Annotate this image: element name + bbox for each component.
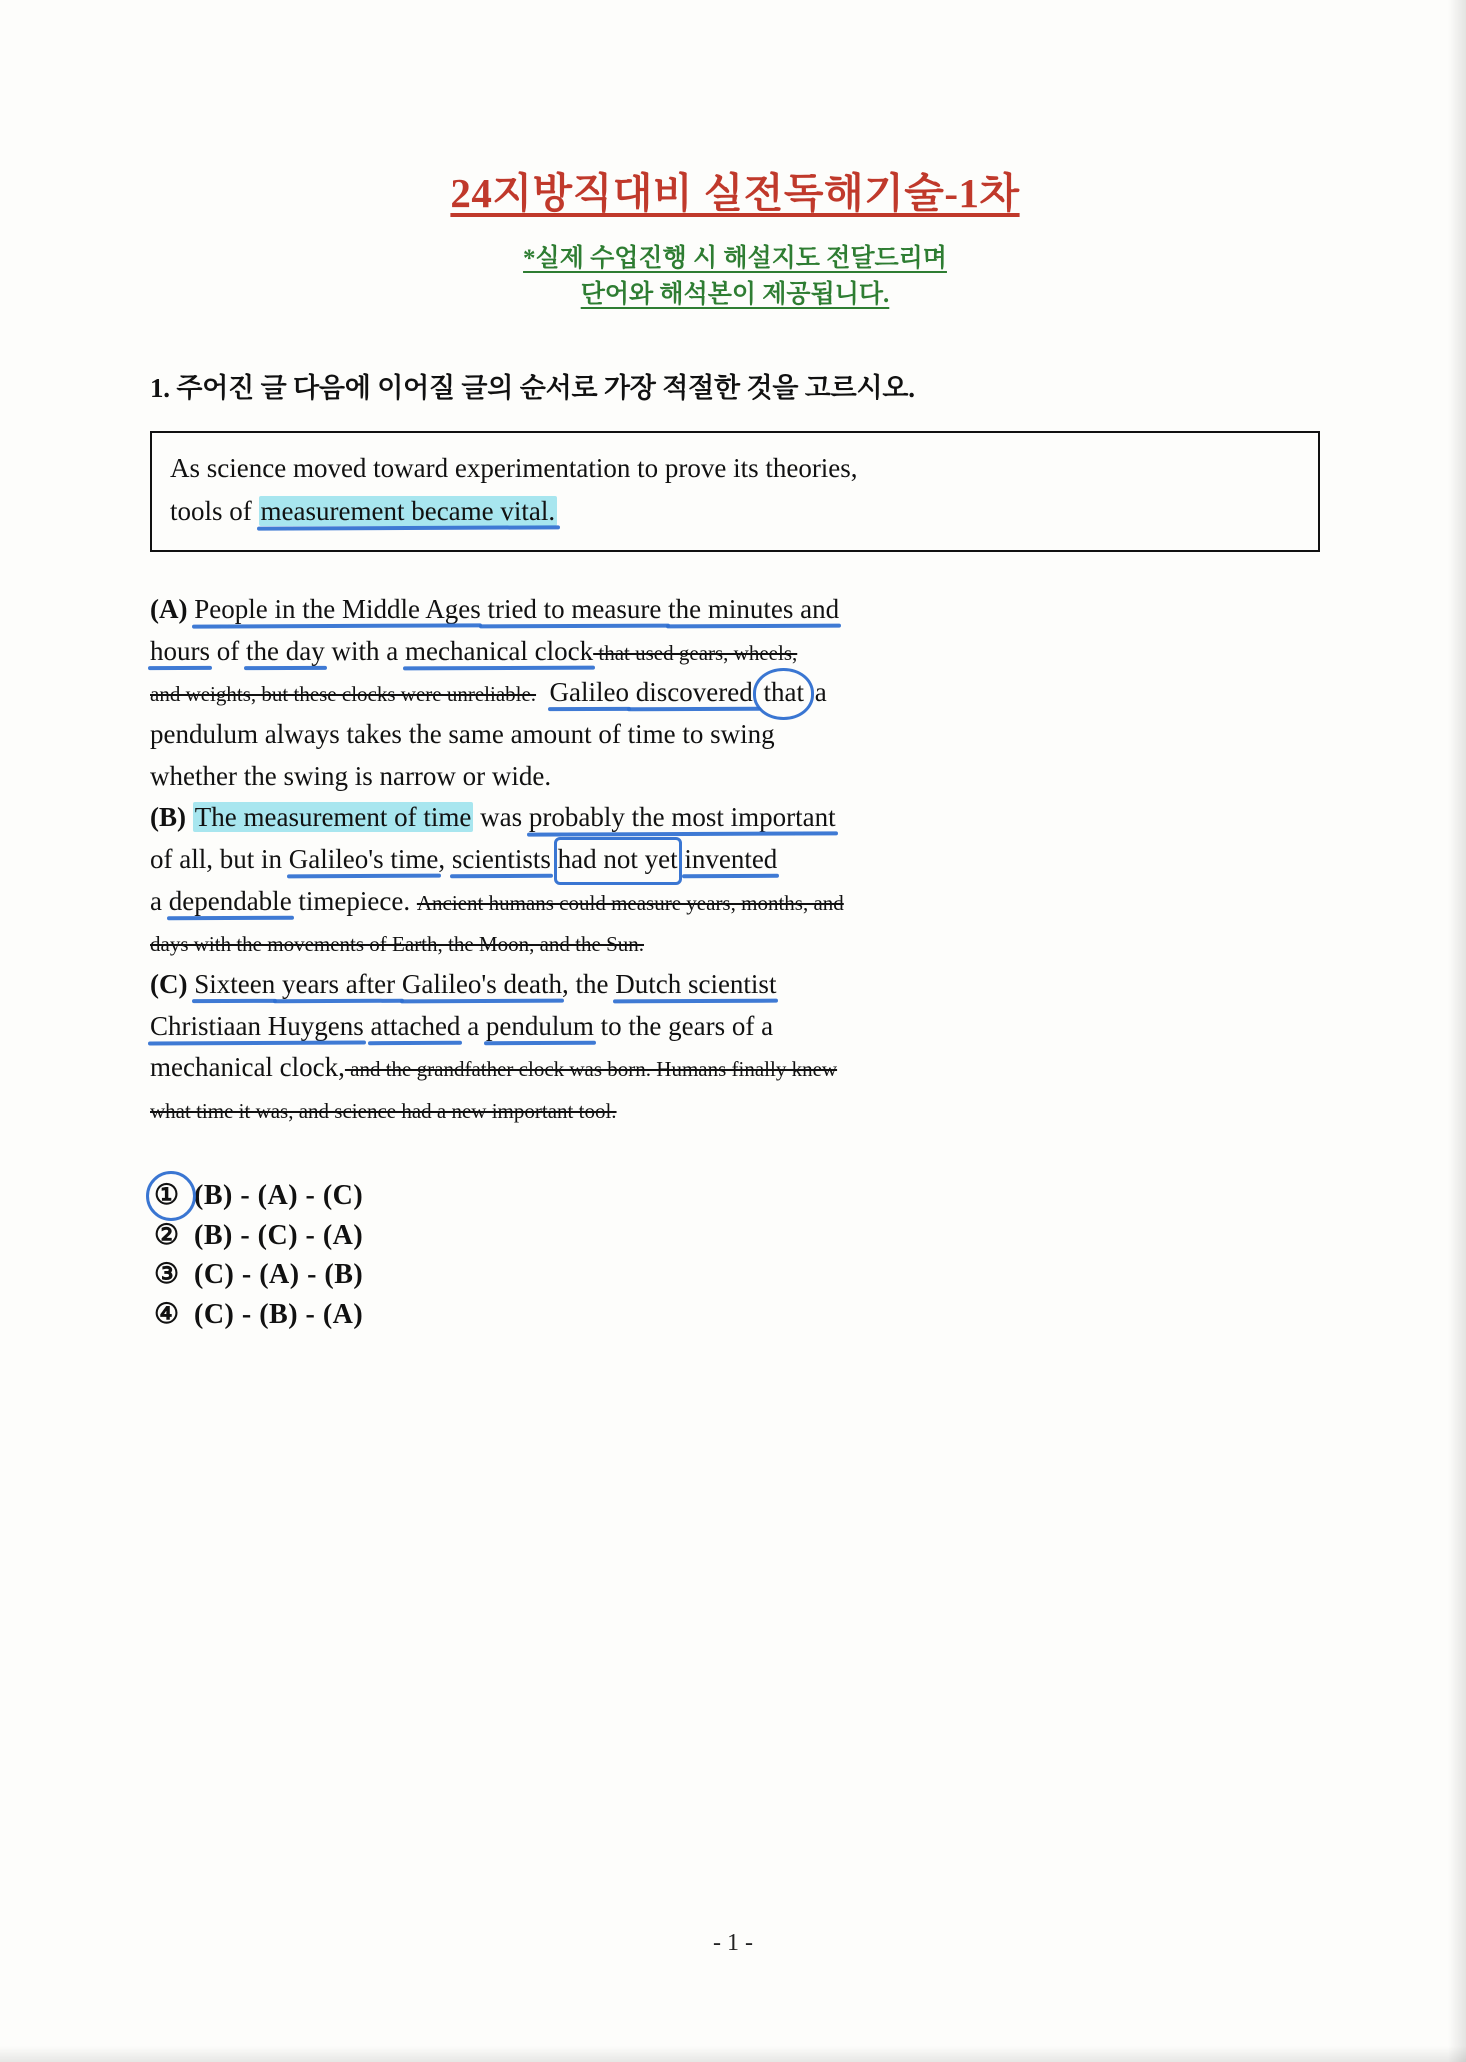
paragraph-c-line-2 <box>150 1007 1320 1047</box>
document-content <box>150 160 1320 1335</box>
paragraph-c-text-a: a <box>460 1010 486 1041</box>
paragraph-a-label: (A) <box>150 593 188 624</box>
paragraph-a-text-with-a: with a <box>324 635 405 666</box>
page-number: - 1 - <box>713 1930 753 1956</box>
answer-choice-2[interactable] <box>150 1216 1320 1256</box>
paragraph-c-text-gears: to the gears of a <box>593 1010 774 1041</box>
choice-2-text: (B) - (C) - (A) <box>194 1219 364 1251</box>
answer-choice-1[interactable] <box>150 1176 1320 1216</box>
page-edge-shadow-right <box>1448 0 1466 2062</box>
underline-hours: hours <box>150 635 210 666</box>
paragraph-c-label: (C) <box>150 969 188 1000</box>
underline-probably-most-important: probably the most important <box>528 802 836 833</box>
underline-christiaan-huygens: Christiaan Huygens <box>150 1010 364 1041</box>
passage-line-2 <box>170 492 1300 532</box>
underline-galileos-death: Galileo's death <box>401 969 562 1000</box>
paragraph-a-line-4: pendulum always takes the same amount of time to swing <box>150 718 775 749</box>
paragraph-b-comma: , <box>438 844 452 874</box>
choice-4-number: ④ <box>154 1299 180 1331</box>
underline-mechanical-clock: mechanical clock <box>404 635 594 666</box>
document-title: 24지방직대비 실전독해기술-1차 <box>450 170 1020 216</box>
choice-1-text: (B) - (A) - (C) <box>194 1179 364 1211</box>
paragraph-b-line-3 <box>150 882 1320 922</box>
underline-people-middle-ages: People in the Middle Ages <box>194 593 481 624</box>
passage-box <box>150 431 1320 552</box>
strikethrough-a-1: that used gears, wheels, <box>593 640 798 665</box>
strikethrough-c-2: what time it was, and science had a new important tool. <box>150 1099 617 1124</box>
answer-choices <box>150 1176 1320 1335</box>
paragraph-a-line-3 <box>150 673 1320 713</box>
underline-scientists: scientists <box>451 844 551 874</box>
subtitle-line-2: 단어와 해석본이 제공됩니다. <box>580 281 890 309</box>
underline-invented: invented <box>684 844 778 874</box>
paragraph-a-line-2 <box>150 632 1320 672</box>
choice-3-number: ③ <box>154 1259 180 1291</box>
paragraph-c-text-the: , the <box>561 969 616 1000</box>
strikethrough-a-2: and weights, but these clocks were unreliable. <box>150 682 537 707</box>
paragraph-b-text-timepiece: timepiece. <box>291 885 417 916</box>
underline-dependable: dependable <box>168 885 292 916</box>
underline-dutch-scientist: Dutch scientist <box>615 969 777 1000</box>
paragraph-b-text-but-in: , but in <box>206 844 289 874</box>
page-edge-shadow-bottom <box>0 2046 1466 2062</box>
paragraph-c-line-3 <box>150 1048 1320 1088</box>
passage-line-1: As science moved toward experimentation to prove its theories, <box>170 452 858 483</box>
paragraph-b-line-1 <box>150 798 1320 838</box>
underline-tried-to-measure: tried to measure <box>480 593 669 624</box>
choice-2-number: ② <box>154 1219 180 1251</box>
passage-line-2-text: tools of <box>170 496 259 527</box>
answer-choice-4[interactable] <box>150 1295 1320 1335</box>
underline-galileos-time: Galileo's time <box>288 844 439 874</box>
document-subtitle <box>150 241 1320 314</box>
choice-4-text: (C) - (B) - (A) <box>194 1299 364 1331</box>
underline-sixteen: Sixteen <box>194 969 276 1000</box>
paragraph-b-line-2 <box>150 840 1320 880</box>
highlight-measurement-of-time: The measurement of time <box>194 802 472 833</box>
paragraph-a-line-5: whether the swing is narrow or wide. <box>150 760 552 791</box>
choice-3-text: (C) - (A) - (B) <box>194 1259 364 1291</box>
paragraph-b-label: (B) <box>150 802 186 833</box>
boxed-had-not-yet: had not yet <box>558 840 678 880</box>
paragraph-c-text-mechanical-clock: mechanical clock, <box>150 1052 345 1083</box>
underline-attached: attached <box>370 1010 461 1041</box>
underline-years-after: years after <box>275 969 402 1000</box>
underline-discovered: discovered <box>629 677 760 708</box>
underline-pendulum: pendulum <box>485 1010 594 1041</box>
paragraph-b-text-a: a <box>150 885 169 916</box>
circled-that: that <box>759 673 808 713</box>
strikethrough-b-1: Ancient humans could measure years, months, and <box>416 890 844 915</box>
highlight-measurement-became-vital: measurement became vital. <box>260 496 556 527</box>
strikethrough-c-1: and the grandfather clock was born. Humans finally knew <box>344 1057 838 1082</box>
underline-galileo: Galileo <box>549 677 630 708</box>
paragraph-a-text-of: of <box>210 635 246 666</box>
paragraph-c-line-4 <box>150 1090 1320 1130</box>
paragraph-b-text-of-all: of all <box>150 844 207 874</box>
question-prompt: 1. 주어진 글 다음에 이어질 글의 순서로 가장 적절한 것을 고르시오. <box>150 372 915 403</box>
choice-1-number: ① <box>154 1176 194 1216</box>
paragraph-a-text-a: a <box>807 677 827 708</box>
answer-choice-3[interactable] <box>150 1255 1320 1295</box>
paragraph-c-line-1 <box>150 965 1320 1005</box>
underline-minutes-and: the minutes and <box>668 593 840 624</box>
paragraph-a-line-1 <box>150 590 1320 630</box>
subtitle-line-1: *실제 수업진행 시 해설지도 전달드리며 <box>523 245 947 272</box>
underline-the-day: the day <box>246 635 325 666</box>
paragraph-b-text-was: was <box>473 802 529 833</box>
strikethrough-b-2: days with the movements of Earth, the Moon, and the Sun. <box>150 932 645 957</box>
paragraph-b-line-4 <box>150 923 1320 963</box>
